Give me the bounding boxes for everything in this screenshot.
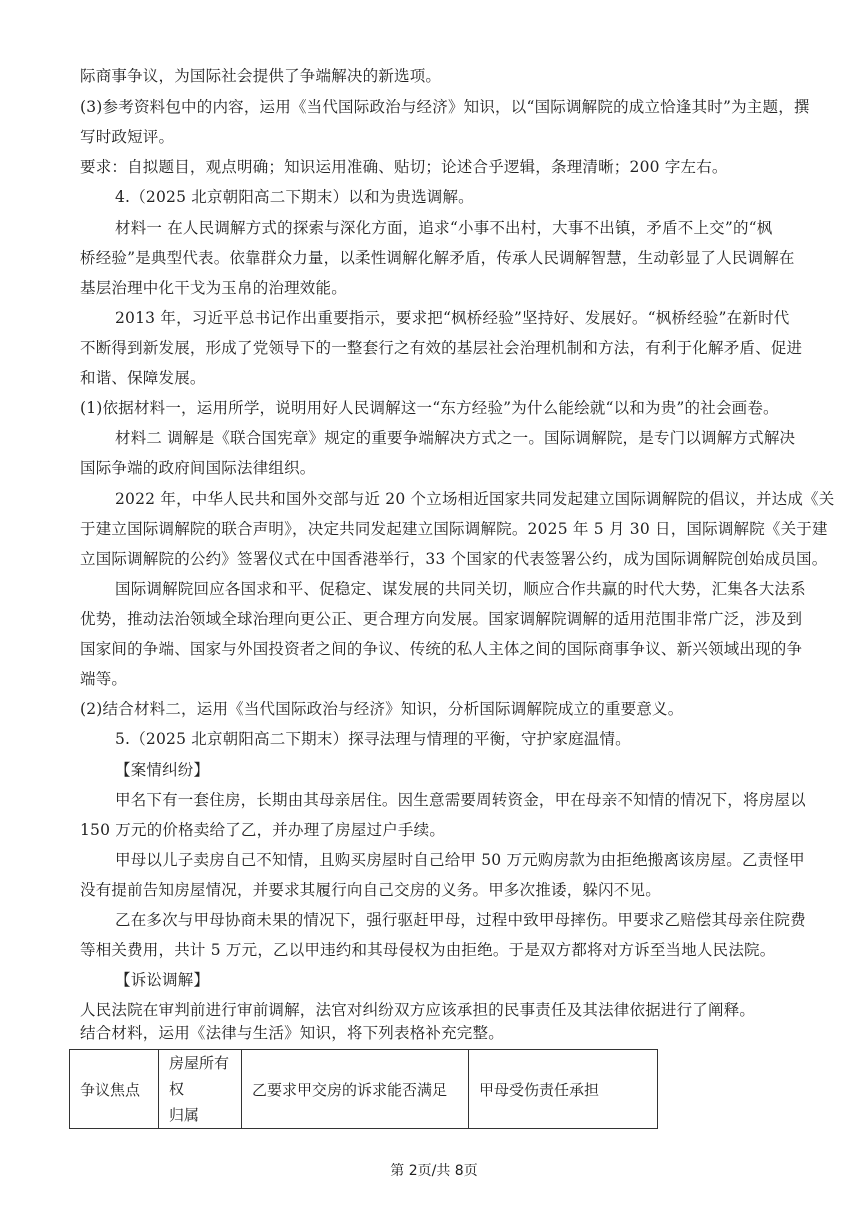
material-1-line: 基层治理中化干戈为玉帛的治理效能。 (80, 279, 347, 297)
table-cell (159, 1050, 242, 1129)
table-cell: 甲母受伤责任承担 (469, 1050, 658, 1129)
material-1-line: 2013 年，习近平总书记作出重要指示，要求把“枫桥经验”坚持好、发展好。“枫桥经验”在新时代 (115, 309, 790, 327)
table-instruction: 结合材料，运用《法律与生活》知识，将下列表格补充完整。 (80, 1024, 504, 1042)
material-1-line: 材料一 在人民调解方式的探索与深化方面，追求“小事不出村，大事不出镇，矛盾不上交”的“枫 (115, 219, 773, 237)
material-1-line: 和谐、保障发展。 (80, 369, 206, 387)
table-cell-line: 房屋所有权 (169, 1054, 230, 1098)
material-2-line: 端等。 (80, 670, 128, 688)
question-3: (3)参考资料包中的内容，运用《当代国际政治与经济》知识，以“国际调解院的成立恰逢其时”为主题，撰 (80, 98, 810, 116)
case-line: 没有提前告知房屋情况，并要求其履行向自己交房的义务。甲多次推诿，躲闪不见。 (80, 881, 661, 899)
table-cell: 争议焦点 (70, 1050, 159, 1129)
case-line: 等相关费用，共计 5 万元，乙以甲违约和其母侵权为由拒绝。于是双方都将对方诉至当地人民法院。 (80, 941, 776, 959)
table-cell-line: 归属 (169, 1106, 200, 1124)
question-4-heading: 4.（2025 北京朝阳高二下期末）以和为贵选调解。 (115, 188, 474, 206)
question-4-1: (1)依据材料一，运用所学，说明用好人民调解这一“东方经验”为什么能绘就“以和为贵”的社会画卷。 (80, 399, 779, 417)
question-4-2: (2)结合材料二，运用《当代国际政治与经济》知识，分析国际调解院成立的重要意义。 (80, 700, 684, 718)
dispute-table (69, 1049, 658, 1129)
material-1-line: 桥经验”是典型代表。依靠群众力量，以柔性调解化解矛盾，传承人民调解智慧，生动彰显了人民调解在 (80, 249, 795, 267)
mediation-line: 人民法院在审判前进行审前调解，法官对纠纷双方应该承担的民事责任及其法律依据进行了阐释。 (80, 1001, 756, 1019)
material-2-line: 材料二 调解是《联合国宪章》规定的重要争端解决方式之一。国际调解院，是专门以调解方式解决 (115, 429, 796, 447)
material-2-line: 2022 年，中华人民共和国外交部与近 20 个立场相近国家共同发起建立国际调解院的倡议，并达成《关 (115, 490, 835, 508)
table-cell: 乙要求甲交房的诉求能否满足 (242, 1050, 469, 1129)
case-line: 甲母以儿子卖房自己不知情，且购买房屋时自己给甲 50 万元购房款为由拒绝搬离该房屋。乙责怪甲 (115, 851, 805, 869)
page-footer: 第 2页/共 8页 (390, 1163, 478, 1179)
material-2-line: 国际调解院回应各国求和平、促稳定、谋发展的共同关切，顺应合作共赢的时代大势，汇集各大法系 (115, 580, 806, 598)
case-line: 甲名下有一套住房，长期由其母亲居住。因生意需要周转资金，甲在母亲不知情的情况下，将房屋以 (115, 791, 806, 809)
text-line: 际商事争议，为国际社会提供了争端解决的新选项。 (80, 67, 442, 85)
text-line: 写时政短评。 (80, 128, 175, 146)
material-2-line: 立国际调解院的公约》签署仪式在中国香港举行，33 个国家的代表签署公约，成为国际调解院创始成员国。 (80, 550, 828, 568)
section-litigation-mediation: 【诉讼调解】 (115, 971, 210, 989)
section-case-dispute: 【案情纠纷】 (115, 761, 210, 779)
material-1-line: 不断得到新发展，形成了党领导下的一整套行之有效的基层社会治理机制和方法，有利于化解矛盾、促进 (80, 339, 803, 357)
case-line: 乙在多次与甲母协商未果的情况下，强行驱赶甲母，过程中致甲母摔伤。甲要求乙赔偿其母亲住院费 (115, 911, 806, 929)
material-2-line: 优势，推动法治领域全球治理向更公正、更合理方向发展。国家调解院调解的适用范围非常广泛，涉及到 (80, 610, 803, 628)
material-2-line: 国际争端的政府间国际法律组织。 (80, 459, 316, 477)
case-line: 150 万元的价格卖给了乙，并办理了房屋过户手续。 (80, 821, 446, 839)
material-2-line: 国家间的争端、国家与外国投资者之间的争议、传统的私人主体之间的国际商事争议、新兴领域出现的争 (80, 640, 803, 658)
table-row (70, 1050, 658, 1129)
requirement-text: 要求：自拟题目，观点明确；知识运用准确、贴切；论述合乎逻辑，条理清晰；200 字左右。 (80, 158, 728, 176)
material-2-line: 于建立国际调解院的联合声明》，决定共同发起建立国际调解院。2025 年 5 月 30 日，国际调解院《关于建 (80, 520, 828, 538)
question-5-heading: 5.（2025 北京朝阳高二下期末）探寻法理与情理的平衡，守护家庭温情。 (115, 730, 631, 748)
